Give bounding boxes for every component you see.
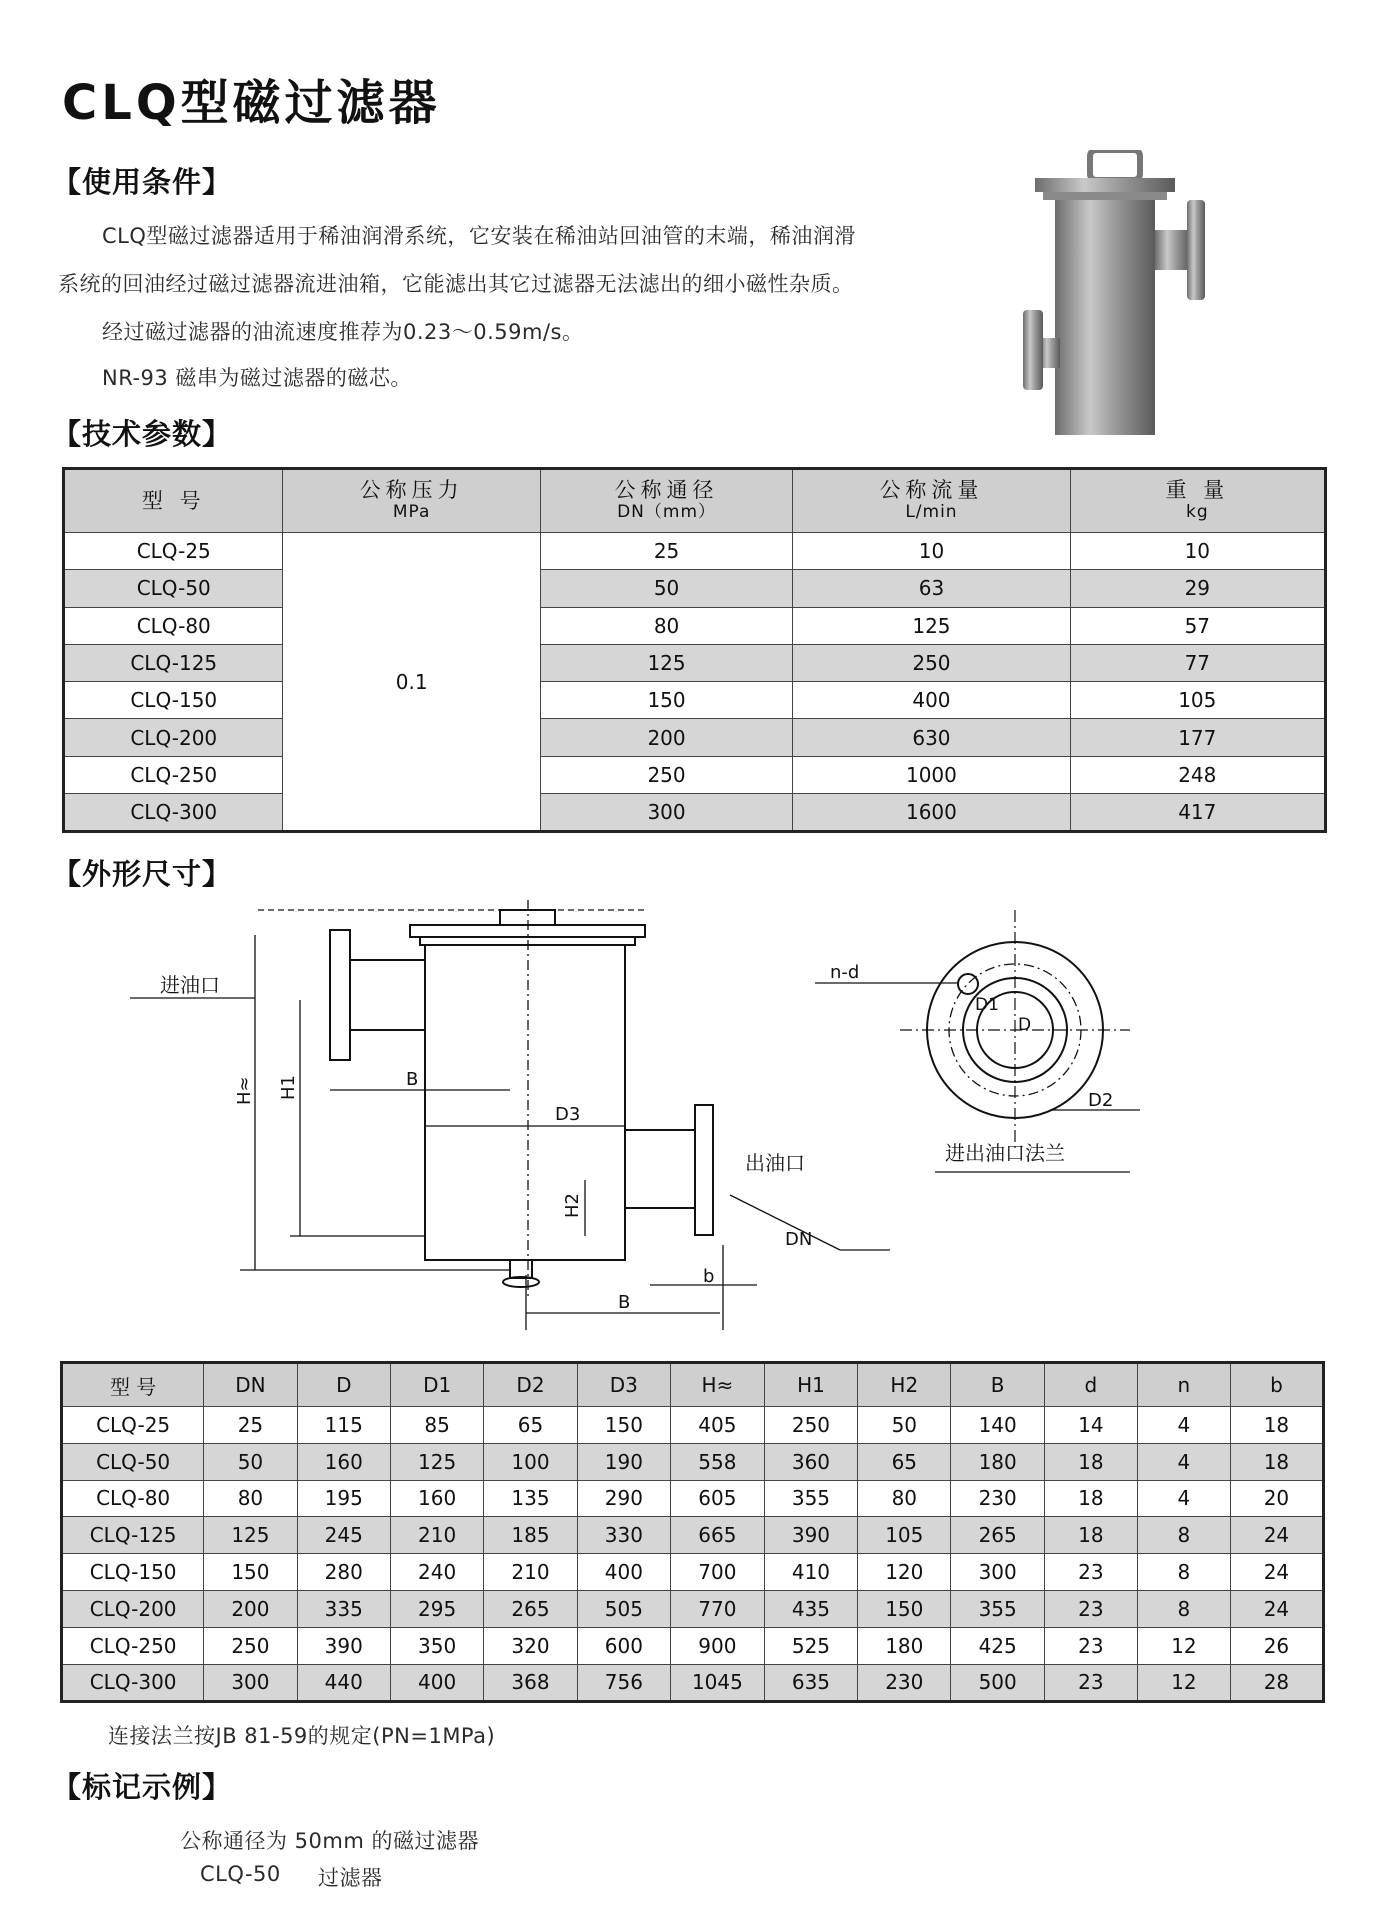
table-row — [62, 1443, 1324, 1480]
label-B-bottom: B — [618, 1292, 631, 1313]
dim-cell: 180 — [858, 1627, 951, 1664]
cell-weight: 77 — [1070, 644, 1325, 681]
dim-cell: 635 — [764, 1664, 857, 1702]
conditions-paragraph-1b: 系统的回油经过磁过滤器流进油箱，它能滤出其它过滤器无法滤出的细小磁性杂质。 — [58, 272, 854, 296]
dim-cell: 80 — [858, 1480, 951, 1517]
dim-cell: 435 — [764, 1590, 857, 1627]
table-row — [64, 533, 1326, 570]
dim-cell: 605 — [671, 1480, 765, 1517]
dim-cell: 150 — [204, 1554, 297, 1591]
dim-cell: 150 — [858, 1590, 951, 1627]
cell-model: CLQ-200 — [64, 719, 283, 756]
dim-cell: 180 — [951, 1443, 1044, 1480]
dim-cell: CLQ-80 — [62, 1480, 204, 1517]
cell-pressure: 0.1 — [283, 533, 540, 832]
dim-cell: 100 — [484, 1443, 577, 1480]
cell-flow: 1000 — [793, 756, 1070, 793]
dim-cell: 400 — [390, 1664, 483, 1702]
conditions-paragraph-1a: CLQ型磁过滤器适用于稀油润滑系统，它安装在稀油站回油管的末端，稀油润滑 — [102, 224, 856, 248]
table-row — [64, 794, 1326, 832]
dim-cell: 140 — [951, 1407, 1044, 1444]
conditions-paragraph-3: NR-93 磁串为磁过滤器的磁芯。 — [102, 366, 412, 390]
dim-cell: 12 — [1137, 1627, 1230, 1664]
cell-model: CLQ-300 — [64, 794, 283, 832]
label-nd: n-d — [830, 962, 860, 983]
dim-cell: 115 — [297, 1407, 390, 1444]
outline-drawing — [0, 880, 1400, 1360]
params-header-pressure: 公称压力 MPa — [283, 469, 540, 533]
cell-dn: 200 — [540, 719, 792, 756]
dim-cell: 105 — [858, 1517, 951, 1554]
dim-cell: 245 — [297, 1517, 390, 1554]
label-flange: 进出油口法兰 — [945, 1141, 1065, 1165]
dim-cell: 320 — [484, 1627, 577, 1664]
cell-weight: 177 — [1070, 719, 1325, 756]
dim-cell: 12 — [1137, 1664, 1230, 1702]
label-DN: DN — [785, 1229, 813, 1250]
dim-cell: 265 — [951, 1517, 1044, 1554]
cell-dn: 150 — [540, 682, 792, 719]
dim-cell: 756 — [577, 1664, 670, 1702]
table-row — [62, 1627, 1324, 1664]
flange-note: 连接法兰按JB 81-59的规定(PN=1MPa) — [108, 1724, 496, 1748]
cell-model: CLQ-150 — [64, 682, 283, 719]
dim-cell: 600 — [577, 1627, 670, 1664]
dim-cell: 8 — [1137, 1517, 1230, 1554]
dim-cell: 135 — [484, 1480, 577, 1517]
dim-cell: 425 — [951, 1627, 1044, 1664]
dim-cell: 18 — [1230, 1443, 1323, 1480]
dim-cell: 14 — [1044, 1407, 1137, 1444]
dim-header: B — [951, 1363, 1044, 1407]
dim-cell: 250 — [764, 1407, 857, 1444]
cell-model: CLQ-250 — [64, 756, 283, 793]
section-params-heading: 【技术参数】 — [52, 417, 233, 451]
cell-dn: 250 — [540, 756, 792, 793]
dim-cell: 360 — [764, 1443, 857, 1480]
label-inlet: 进油口 — [160, 973, 220, 997]
dim-cell: 265 — [484, 1590, 577, 1627]
dim-cell: 150 — [577, 1407, 670, 1444]
dim-header: n — [1137, 1363, 1230, 1407]
dim-cell: 4 — [1137, 1407, 1230, 1444]
cell-weight: 57 — [1070, 607, 1325, 644]
section-marking-heading: 【标记示例】 — [52, 1770, 233, 1804]
dim-cell: 125 — [204, 1517, 297, 1554]
dim-cell: 200 — [204, 1590, 297, 1627]
dim-cell: 65 — [484, 1407, 577, 1444]
dim-cell: 355 — [951, 1590, 1044, 1627]
dimensions-table-header — [62, 1363, 1324, 1407]
dim-cell: 50 — [204, 1443, 297, 1480]
dim-cell: 558 — [671, 1443, 765, 1480]
dim-cell: 355 — [764, 1480, 857, 1517]
dim-cell: 20 — [1230, 1480, 1323, 1517]
section-conditions-heading: 【使用条件】 — [52, 165, 233, 199]
cell-flow: 10 — [793, 533, 1070, 570]
params-table — [62, 467, 1327, 833]
dim-cell: 368 — [484, 1664, 577, 1702]
dimensions-table — [60, 1361, 1325, 1703]
dim-cell: 300 — [204, 1664, 297, 1702]
dim-cell: 440 — [297, 1664, 390, 1702]
dim-cell: CLQ-200 — [62, 1590, 204, 1627]
dim-cell: CLQ-250 — [62, 1627, 204, 1664]
table-row — [62, 1590, 1324, 1627]
dim-cell: 230 — [951, 1480, 1044, 1517]
dim-cell: 23 — [1044, 1554, 1137, 1591]
dim-cell: 210 — [484, 1554, 577, 1591]
dim-cell: 290 — [577, 1480, 670, 1517]
dim-cell: CLQ-300 — [62, 1664, 204, 1702]
section-dimensions-heading: 【外形尺寸】 — [52, 857, 233, 891]
dim-cell: 190 — [577, 1443, 670, 1480]
dim-header: DN — [204, 1363, 297, 1407]
dim-cell: 350 — [390, 1627, 483, 1664]
table-row — [64, 607, 1326, 644]
dim-cell: CLQ-150 — [62, 1554, 204, 1591]
table-row — [64, 719, 1326, 756]
dim-cell: 250 — [204, 1627, 297, 1664]
cell-flow: 1600 — [793, 794, 1070, 832]
cell-dn: 50 — [540, 570, 792, 607]
cell-model: CLQ-25 — [64, 533, 283, 570]
marking-name: 过滤器 — [318, 1866, 383, 1890]
cell-dn: 125 — [540, 644, 792, 681]
cell-dn: 25 — [540, 533, 792, 570]
marking-code: CLQ-50 — [200, 1862, 281, 1886]
cell-model: CLQ-50 — [64, 570, 283, 607]
dim-cell: 24 — [1230, 1517, 1323, 1554]
dim-header: 型 号 — [62, 1363, 204, 1407]
dim-cell: CLQ-125 — [62, 1517, 204, 1554]
table-row — [62, 1664, 1324, 1702]
dim-cell: 85 — [390, 1407, 483, 1444]
product-photo — [1015, 150, 1275, 450]
conditions-paragraph-2: 经过磁过滤器的油流速度推荐为0.23～0.59m/s。 — [102, 320, 584, 344]
label-D1: D1 — [975, 995, 999, 1015]
params-header-model: 型 号 — [64, 469, 283, 533]
marking-description: 公称通径为 50mm 的磁过滤器 — [180, 1829, 479, 1853]
dim-cell: 50 — [858, 1407, 951, 1444]
table-row — [64, 756, 1326, 793]
label-D2: D2 — [1088, 1090, 1114, 1111]
dim-cell: 26 — [1230, 1627, 1323, 1664]
dim-cell: 24 — [1230, 1590, 1323, 1627]
params-table-header — [64, 469, 1326, 533]
dim-cell: 1045 — [671, 1664, 765, 1702]
dim-cell: 23 — [1044, 1627, 1137, 1664]
cell-model: CLQ-80 — [64, 607, 283, 644]
label-H1: H1 — [278, 1075, 299, 1100]
dim-cell: 125 — [390, 1443, 483, 1480]
label-outlet: 出油口 — [745, 1151, 805, 1175]
label-H2: H2 — [562, 1193, 583, 1218]
dim-cell: 300 — [951, 1554, 1044, 1591]
cell-flow: 630 — [793, 719, 1070, 756]
dim-cell: 390 — [764, 1517, 857, 1554]
params-header-weight: 重 量 kg — [1070, 469, 1325, 533]
dim-cell: 405 — [671, 1407, 765, 1444]
cell-dn: 80 — [540, 607, 792, 644]
dim-cell: 210 — [390, 1517, 483, 1554]
dim-cell: 8 — [1137, 1590, 1230, 1627]
dim-cell: 195 — [297, 1480, 390, 1517]
cell-weight: 105 — [1070, 682, 1325, 719]
dim-header: D1 — [390, 1363, 483, 1407]
dim-cell: 8 — [1137, 1554, 1230, 1591]
label-b: b — [703, 1266, 715, 1287]
table-row — [64, 570, 1326, 607]
cell-weight: 417 — [1070, 794, 1325, 832]
dim-header: b — [1230, 1363, 1323, 1407]
cell-flow: 400 — [793, 682, 1070, 719]
dim-header: H≈ — [671, 1363, 765, 1407]
dim-cell: 24 — [1230, 1554, 1323, 1591]
cell-weight: 10 — [1070, 533, 1325, 570]
dim-cell: 770 — [671, 1590, 765, 1627]
dim-cell: 80 — [204, 1480, 297, 1517]
dim-cell: 65 — [858, 1443, 951, 1480]
label-H: H≈ — [234, 1076, 255, 1105]
dim-cell: 4 — [1137, 1443, 1230, 1480]
dim-cell: 160 — [390, 1480, 483, 1517]
dim-cell: 390 — [297, 1627, 390, 1664]
label-D: D — [1018, 1015, 1032, 1035]
label-B-top: B — [406, 1069, 419, 1090]
dim-cell: 23 — [1044, 1664, 1137, 1702]
dim-cell: 18 — [1044, 1443, 1137, 1480]
dim-cell: 505 — [577, 1590, 670, 1627]
dim-cell: 185 — [484, 1517, 577, 1554]
dim-cell: 335 — [297, 1590, 390, 1627]
dim-cell: 900 — [671, 1627, 765, 1664]
dim-cell: 700 — [671, 1554, 765, 1591]
dim-header: D — [297, 1363, 390, 1407]
dim-cell: 330 — [577, 1517, 670, 1554]
table-row — [64, 644, 1326, 681]
dim-cell: 410 — [764, 1554, 857, 1591]
dim-cell: CLQ-25 — [62, 1407, 204, 1444]
dim-cell: 25 — [204, 1407, 297, 1444]
dim-header: d — [1044, 1363, 1137, 1407]
dim-cell: 18 — [1230, 1407, 1323, 1444]
dim-cell: 280 — [297, 1554, 390, 1591]
cell-weight: 29 — [1070, 570, 1325, 607]
dim-cell: 120 — [858, 1554, 951, 1591]
dim-cell: 4 — [1137, 1480, 1230, 1517]
dim-header: D3 — [577, 1363, 670, 1407]
label-D3: D3 — [555, 1104, 581, 1125]
dim-header: H2 — [858, 1363, 951, 1407]
dim-header: D2 — [484, 1363, 577, 1407]
table-row — [64, 682, 1326, 719]
dim-cell: 18 — [1044, 1480, 1137, 1517]
table-row — [62, 1517, 1324, 1554]
cell-dn: 300 — [540, 794, 792, 832]
table-row — [62, 1480, 1324, 1517]
table-row — [62, 1407, 1324, 1444]
dim-cell: CLQ-50 — [62, 1443, 204, 1480]
params-header-flow: 公称流量 L/min — [793, 469, 1070, 533]
page-title: CLQ型磁过滤器 — [62, 75, 441, 131]
dim-cell: 525 — [764, 1627, 857, 1664]
dim-cell: 400 — [577, 1554, 670, 1591]
dim-cell: 18 — [1044, 1517, 1137, 1554]
dim-cell: 160 — [297, 1443, 390, 1480]
cell-weight: 248 — [1070, 756, 1325, 793]
dim-cell: 230 — [858, 1664, 951, 1702]
dim-cell: 240 — [390, 1554, 483, 1591]
dim-cell: 295 — [390, 1590, 483, 1627]
table-row — [62, 1554, 1324, 1591]
dim-cell: 500 — [951, 1664, 1044, 1702]
cell-model: CLQ-125 — [64, 644, 283, 681]
dim-cell: 23 — [1044, 1590, 1137, 1627]
dim-cell: 28 — [1230, 1664, 1323, 1702]
dim-cell: 665 — [671, 1517, 765, 1554]
cell-flow: 63 — [793, 570, 1070, 607]
cell-flow: 250 — [793, 644, 1070, 681]
params-header-dn: 公称通径 DN（mm） — [540, 469, 792, 533]
dim-header: H1 — [764, 1363, 857, 1407]
cell-flow: 125 — [793, 607, 1070, 644]
